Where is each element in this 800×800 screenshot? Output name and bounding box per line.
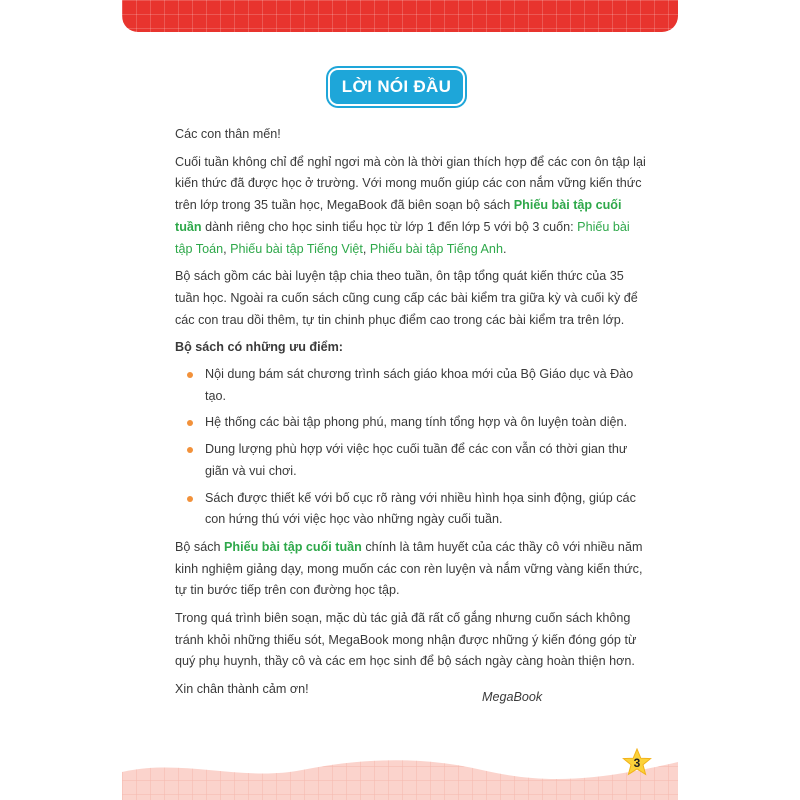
book-title-math: Phiếu bài tập Toán: [175, 219, 630, 256]
page-number: 3: [633, 756, 641, 770]
book-title-vietnamese: Phiếu bài tập Tiếng Việt: [230, 241, 363, 256]
intro-text-b: dành riêng cho học sinh tiểu học từ lớp 1 đến lớp 5 với bộ 3 cuốn:: [201, 219, 578, 234]
feature-text: Sách được thiết kế với bố cục rõ ràng với nhiều hình họa sinh động, giúp các con hứng thú với việc học vào những ngày cuối tuần.: [205, 490, 636, 527]
greeting: Các con thân mến!: [175, 127, 281, 141]
list-item: [205, 412, 650, 434]
dedication-text-b: chính là tâm huyết của các thầy cô với nhiều năm kinh nghiệm giảng dạy, mong muốn các con rèn luyện và nắm vững vàng kiến thức, tự tin bước tiếp trên con đường học tập.: [175, 539, 643, 598]
book-title-english: Phiếu bài tập Tiếng Anh: [369, 241, 503, 256]
dedication-text-a: Bộ sách: [175, 539, 225, 554]
separator: ,: [223, 241, 231, 256]
page-title: LỜI NÓI ĐẦU: [341, 77, 452, 96]
preface-body: [175, 124, 650, 701]
intro-text-a: Cuối tuần không chỉ để nghỉ ngơi mà còn là thời gian thích hợp để các con ôn tập lại kiến thức đã được học ở trường. Với mong muốn giúp các con nắm vững kiến thức trên lớp trong 35 tuần học, MegaBook đã biên soạn bộ sách: [175, 154, 646, 213]
list-item: [205, 439, 650, 482]
paragraph-dedication: [175, 537, 650, 602]
feature-text: Dung lượng phù hợp với việc học cuối tuần để các con vẫn có thời gian thư giãn và vui chơi.: [205, 442, 628, 478]
bottom-decorative-wave: [122, 752, 678, 800]
bullet-icon: [187, 447, 193, 453]
features-heading: Bộ sách có những ưu điểm:: [175, 340, 343, 355]
bullet-icon: [187, 420, 193, 426]
intro-end: .: [502, 241, 507, 256]
feature-text: Nội dung bám sát chương trình sách giáo khoa mới của Bộ Giáo dục và Đào tạo.: [205, 367, 634, 403]
top-decorative-band: [122, 0, 678, 32]
wave-graphic: [122, 752, 678, 800]
paragraph-intro: [175, 152, 650, 261]
bullet-icon: [187, 496, 193, 502]
feature-text: Hệ thống các bài tập phong phú, mang tính tổng hợp và ôn luyện toàn diện.: [205, 415, 628, 430]
book-series-name: Phiếu bài tập cuối tuần: [175, 198, 622, 234]
paragraph-structure: Bộ sách gồm các bài luyện tập chia theo tuần, ôn tập tổng quát kiến thức của 35 tuần học. Ngoài ra cuốn sách cũng cung cấp các bài kiểm tra giữa kỳ và cuối kỳ để các con trau dồi thêm, tự tin chinh phục điểm cao trong các bài kiểm tra trên lớp.: [175, 269, 638, 327]
book-series-name: Phiếu bài tập cuối tuần: [224, 539, 362, 554]
paragraph-feedback: Trong quá trình biên soạn, mặc dù tác giả đã rất cố gắng nhưng cuốn sách không tránh khỏi những thiếu sót, MegaBook mong nhận được những ý kiến đóng góp từ quý phụ huynh, thầy cô và các em học sinh để bộ sách ngày càng hoàn thiện hơn.: [175, 611, 637, 669]
bullet-icon: [187, 372, 193, 378]
list-item: [205, 364, 650, 407]
features-list: [175, 364, 650, 531]
closing-line: Xin chân thành cảm ơn!: [175, 682, 309, 697]
list-item: [205, 488, 650, 531]
separator: ,: [362, 241, 370, 256]
title-badge: [330, 70, 463, 104]
signature: MegaBook: [482, 690, 543, 704]
